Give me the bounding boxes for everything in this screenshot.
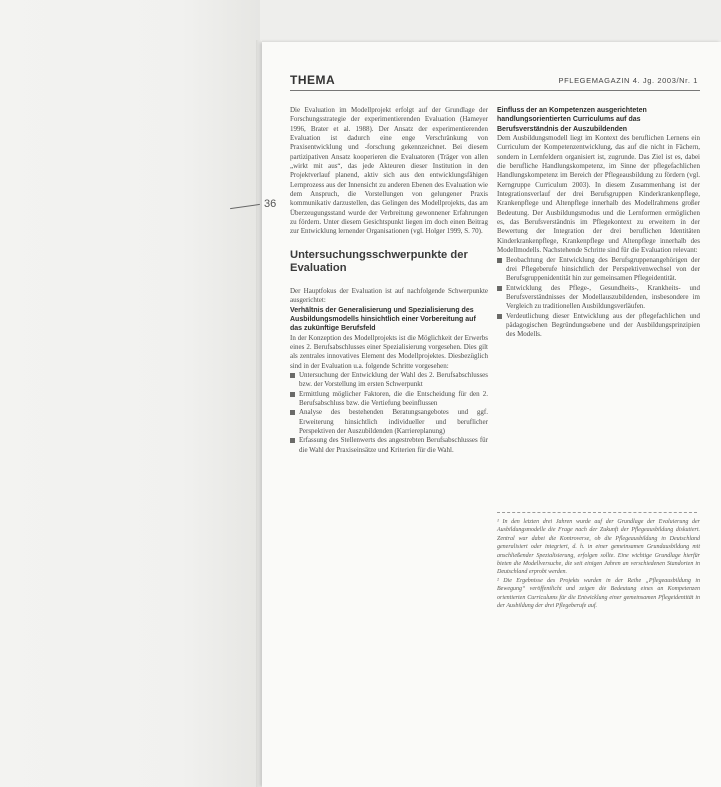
footnote: ² Die Ergebnisse des Projekts wurden in der Reihe „Pflegeausbildung in Bewegung“ veröffentlicht und zeigen die Bedeutung eines an Kompetenzen orientierten Curriculums für die Entwicklung einer gemeinsamen Pflegeidentität in der Ausbildung der drei Pflegeberufe auf.: [497, 577, 700, 610]
body-paragraph: Dem Ausbildungsmodell liegt im Kontext des beruflichen Lernens ein Curriculum der Kompetenzentwicklung, das auf die nicht in Fächern, sondern in Lernfeldern organisiert ist, zugrunde. Das Ziel ist es, dabei die berufliche Handlungskompetenz, im Sinne der pflegefachlichen Handlungskompetenz im Bereich der Pflegeausbildung zu fördern (vgl. Kerngruppe Curriculum 2003). In diesem Zusammenhang ist der Integrationsverlauf der drei Berufsgruppen Kinderkrankenpflege, Krankenpflege und Altenpflege innerhalb des Modellrahmens großer Bedeutung. Der Ausbildungsmodus und die Lernformen ermöglichen es, das Berufsverständnis im Pflegekontext zu erweitern in der Bewertung der Integration der drei beruflichen Identitäten Kinderkrankenpflege, Krankenpflege und Altenpflege innerhalb des Modellmodells. Nachstehende Schritte sind für die Evaluation relevant:: [497, 134, 700, 255]
scan-background: [0, 0, 260, 787]
left-column: [290, 106, 488, 455]
bullet-square-icon: [497, 314, 502, 319]
margin-annotation: [230, 198, 280, 212]
footnotes: [497, 518, 700, 610]
list-item: Verdeutlichung dieser Entwicklung aus der pflegefachlichen und pädagogischen Begründungsebene und der Ausbildungsprinzipien des Modells.: [497, 312, 700, 340]
lead-paragraph: Der Hauptfokus der Evaluation ist auf nachfolgende Schwerpunkte ausgerichtet:: [290, 286, 488, 305]
footnote: ¹ In den letzten drei Jahren wurde auf der Grundlage der Evaluierung der Ausbildungsmodelle die Frage nach der Zukunft der Pflegeausbildung diskutiert. Zentral war dabei die Kontroverse, ob die Pflegeausbildung in Deutschland generalisiert oder integriert, d. h. in einer gemeinsamen Grundausbildung mit anschließender Spezialisierung, erfolgen sollte. Eine wichtige Grundlage hierfür bieten die Modellversuche, die seit einigen Jahren an verschiedenen Standorten in Deutschland erprobt werden.: [497, 519, 700, 576]
right-column: [497, 106, 700, 340]
subheading-generalisierung: Verhältnis der Generalisierung und Spezialisierung des Ausbildungsmodells hinsichtlich einer Vorbereitung auf das zukünftige Berufsfeld: [290, 306, 476, 333]
bullet-square-icon: [290, 392, 295, 397]
list-item: Analyse des bestehenden Beratungsangebotes und ggf. Erweiterung hinsichtlich individueller und beruflicher Perspektiven der Auszubildenden (Karriereplanung): [290, 408, 488, 436]
list-item: Ermittlung möglicher Faktoren, die die Entscheidung für den 2. Berufsabschluss bzw. die Vertiefung beeinflussen: [290, 390, 488, 409]
footnote-rule: [497, 512, 697, 513]
list-item: Beobachtung der Entwicklung des Berufsgruppenangehörigen der drei Pflegeberufe hinsichtlich der Perspektivenwechsel von der Berufsgruppenidentität hin zur gemeinsamen Pflegeidentität.: [497, 256, 700, 284]
bullet-square-icon: [497, 286, 502, 291]
section-heading: Untersuchungsschwerpunkte der Evaluation: [290, 248, 468, 274]
margin-annotation-number: 36: [264, 198, 277, 210]
intro-paragraph: Die Evaluation im Modellprojekt erfolgt auf der Grundlage der Forschungsstrategie der experimentierenden Evaluation (Hameyer 1996, Brater et al. 1988). Der Ansatz der experimentierenden Evaluation ist dadurch eine enge Verschränkung von Praxisentwicklung und -forschung gekennzeichnet. Bei diesem partizipativen Ansatz kooperieren die Evaluatoren (Träger von allen „wirkt mit aus“, das jede Akteuren dieser Institution in den Projektverlauf planend, aktiv sich aus den entwicklungsfähigen Lernprozess aus der Innensicht zu anderen Ebenen des Evaluation wie dem Anspruch, die Vorstellungen von gelungener Praxis kommunikativ darzustellen, das Gelingen des Modellprojekts, das am Überzeugungsstand wurde der Verbreitung gewonnener Erfahrungen zu fördern. Unter diesem Gesichtspunkt liegen im doch einen Beitrag zur Entwicklung lernender Organisationen (vgl. Holger 1999, S. 70).: [290, 106, 488, 236]
body-paragraph: In der Konzeption des Modellprojekts ist die Möglichkeit der Erwerbs eines 2. Berufsabschlusses einer Spezialisierung vorgesehen. Dies gilt als zentrales innovatives Element des Modellprojektes. Diesbezüglich sind in der Evaluation u.a. folgende Schritte vorgesehen:: [290, 333, 488, 370]
list-item: Erfassung des Stellenwerts des angestrebten Berufsabschlusses für die Wahl der Praxiseinsätze und Kriterien für die Wahl.: [290, 436, 488, 455]
bullet-square-icon: [497, 258, 502, 263]
bullet-square-icon: [290, 410, 295, 415]
section-label: THEMA: [290, 73, 336, 87]
margin-annotation-line: [230, 204, 260, 209]
list-item: Entwicklung des Pflege-, Gesundheits-, Krankheits- und Berufsverständnisses der Modellauszubildenden, insbesondere im Vergleich zu traditionellen Ausbildungsverläufen.: [497, 284, 700, 312]
list-item: Untersuchung der Entwicklung der Wahl des 2. Berufsabschlusses bzw. der Vorstellung im ersten Schwerpunkt: [290, 371, 488, 390]
header-rule: [290, 90, 700, 91]
bullet-square-icon: [290, 373, 295, 378]
bullet-square-icon: [290, 438, 295, 443]
subheading-einfluss: Einfluss der an Kompetenzen ausgerichteten handlungsorientierten Curriculums auf das Berufsverständnis der Auszubildenden: [497, 107, 647, 133]
magazine-issue: PFLEGEMAGAZIN 4. Jg. 2003/Nr. 1: [558, 76, 698, 85]
